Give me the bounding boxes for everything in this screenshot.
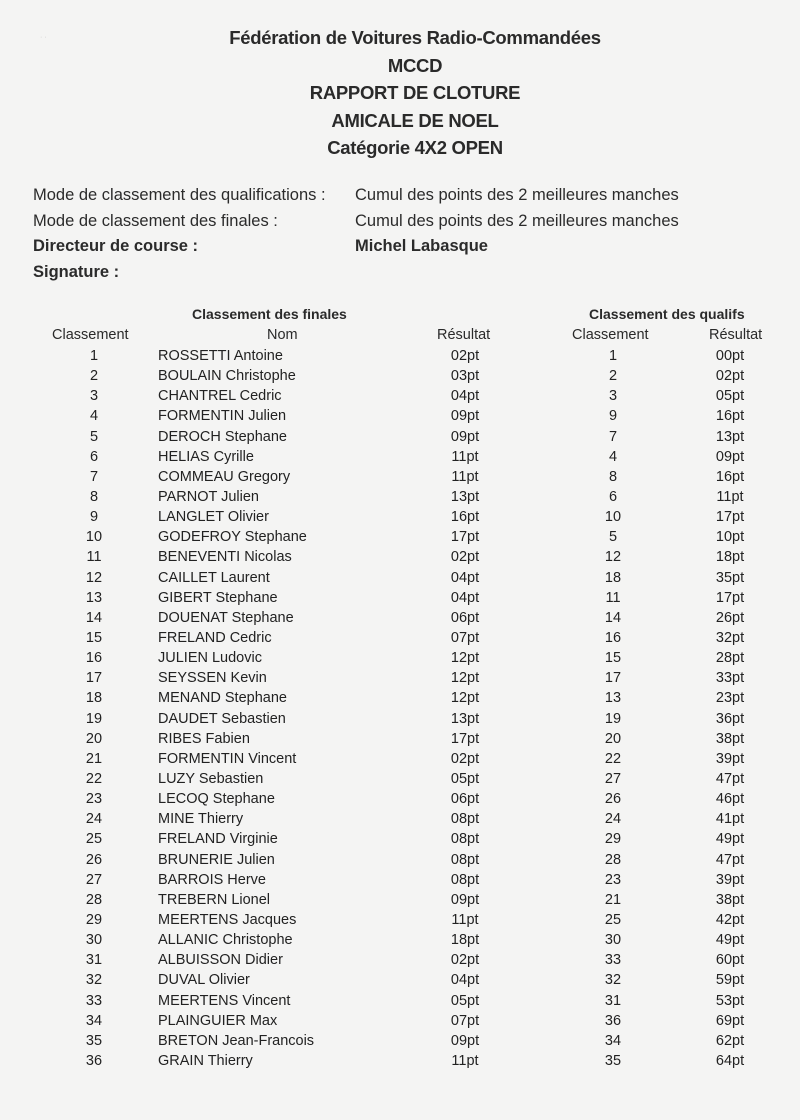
driver-name: BRETON Jean-Francois xyxy=(158,1032,315,1049)
qualif-rank: 20 xyxy=(604,730,622,747)
qualif-rank: 2 xyxy=(608,368,618,385)
driver-name: LECOQ Stephane xyxy=(158,791,275,808)
final-rank: 20 xyxy=(85,730,103,747)
race-info xyxy=(33,183,679,285)
driver-name: PARNOT Julien xyxy=(158,488,259,505)
qualif-rank: 7 xyxy=(608,428,618,445)
final-result: 09pt xyxy=(450,428,480,445)
final-result: 11pt xyxy=(451,911,479,928)
table-row xyxy=(0,910,800,930)
final-result: 06pt xyxy=(450,791,480,808)
final-result: 07pt xyxy=(450,1012,480,1029)
final-result: 11pt xyxy=(451,448,479,465)
final-result: 09pt xyxy=(450,408,480,425)
qualif-rank: 23 xyxy=(604,871,622,888)
director-row xyxy=(33,234,679,260)
qualif-rank: 9 xyxy=(608,408,618,425)
final-rank: 9 xyxy=(89,509,99,526)
driver-name: DAUDET Sebastien xyxy=(158,710,286,727)
final-rank: 22 xyxy=(85,770,103,787)
federation-title: Fédération de Voitures Radio-Commandées xyxy=(229,27,601,48)
final-result: 05pt xyxy=(450,770,480,787)
qualif-rank: 31 xyxy=(604,992,622,1009)
event-name: AMICALE DE NOEL xyxy=(331,109,499,131)
qualif-mode-value: Cumul des points des 2 meilleures manches xyxy=(355,186,679,205)
table-row xyxy=(0,668,800,688)
qualifs-section-title: Classement des qualifs xyxy=(589,306,745,322)
final-result: 13pt xyxy=(450,488,480,505)
driver-name: DOUENAT Stephane xyxy=(158,609,294,626)
driver-name: MEERTENS Jacques xyxy=(158,911,297,928)
table-row xyxy=(0,487,800,507)
final-result: 08pt xyxy=(450,811,480,828)
final-result: 02pt xyxy=(450,549,480,566)
qualif-rank: 16 xyxy=(604,629,622,646)
final-rank: 4 xyxy=(89,408,99,425)
final-rank: 36 xyxy=(85,1052,103,1069)
table-row xyxy=(0,547,800,567)
qualif-rank: 24 xyxy=(604,811,622,828)
final-result: 04pt xyxy=(450,388,480,405)
qualif-result: 10pt xyxy=(715,529,745,546)
driver-name: BENEVENTI Nicolas xyxy=(158,549,292,566)
final-result: 12pt xyxy=(450,670,480,687)
table-row xyxy=(0,870,800,890)
final-result: 11pt xyxy=(451,1052,479,1069)
final-result: 04pt xyxy=(450,569,480,586)
table-row xyxy=(0,809,800,829)
signature-label: Signature : xyxy=(33,262,120,281)
driver-name: FRELAND Cedric xyxy=(158,629,272,646)
qualif-mode-label: Mode de classement des qualifications : xyxy=(33,186,326,205)
table-row xyxy=(0,568,800,588)
table-row xyxy=(0,1011,800,1031)
table-row xyxy=(0,427,800,447)
final-rank: 18 xyxy=(85,690,103,707)
final-result: 12pt xyxy=(450,650,480,667)
signature-row xyxy=(33,260,679,286)
director-value: Michel Labasque xyxy=(355,237,488,256)
qualif-result: 60pt xyxy=(715,952,745,969)
final-result: 04pt xyxy=(450,589,480,606)
qualif-rank: 5 xyxy=(608,529,618,546)
driver-name: GODEFROY Stephane xyxy=(158,529,307,546)
table-row xyxy=(0,970,800,990)
driver-name: MENAND Stephane xyxy=(158,690,287,707)
qualif-result: 41pt xyxy=(715,811,745,828)
table-row xyxy=(0,749,800,769)
final-result: 09pt xyxy=(450,891,480,908)
finals-rank-header: Classement xyxy=(52,327,129,343)
final-result: 08pt xyxy=(450,871,480,888)
driver-name: MINE Thierry xyxy=(158,811,244,828)
finals-name-header: Nom xyxy=(267,327,298,343)
table-row xyxy=(0,346,800,366)
qualif-result: 13pt xyxy=(715,428,745,445)
final-rank: 5 xyxy=(89,428,99,445)
table-row xyxy=(0,729,800,749)
driver-name: DUVAL Olivier xyxy=(158,972,250,989)
table-row xyxy=(0,386,800,406)
scan-artifact: · · xyxy=(40,34,47,41)
qualif-result: 28pt xyxy=(715,650,745,667)
qualif-result: 59pt xyxy=(715,972,745,989)
table-row xyxy=(0,467,800,487)
driver-name: BOULAIN Christophe xyxy=(158,368,296,385)
final-result: 02pt xyxy=(450,348,480,364)
qualif-rank: 34 xyxy=(604,1032,622,1049)
final-result: 16pt xyxy=(450,509,480,526)
qualif-rank: 21 xyxy=(604,891,622,908)
final-result: 12pt xyxy=(450,690,480,707)
qualif-result: 17pt xyxy=(715,509,745,526)
final-rank: 19 xyxy=(85,710,103,727)
finals-result-header: Résultat xyxy=(437,327,491,343)
qualif-result: 38pt xyxy=(715,891,745,908)
driver-name: DEROCH Stephane xyxy=(158,428,287,445)
qualif-rank: 27 xyxy=(604,770,622,787)
final-result: 17pt xyxy=(450,730,480,747)
qualif-result: 69pt xyxy=(715,1012,745,1029)
table-row xyxy=(0,829,800,849)
qualif-mode-row xyxy=(33,183,679,209)
final-rank: 3 xyxy=(89,388,99,405)
final-result: 17pt xyxy=(450,529,480,546)
final-result: 04pt xyxy=(450,972,480,989)
table-row xyxy=(0,850,800,870)
driver-name: JULIEN Ludovic xyxy=(158,650,262,667)
qualif-result: 49pt xyxy=(715,932,745,949)
final-mode-row xyxy=(33,209,679,235)
final-rank: 10 xyxy=(85,529,103,546)
driver-name: TREBERN Lionel xyxy=(158,891,271,908)
final-rank: 21 xyxy=(85,750,103,767)
qualif-rank: 6 xyxy=(608,488,618,505)
final-result: 18pt xyxy=(450,932,480,949)
qualif-result: 35pt xyxy=(715,569,745,586)
final-rank: 14 xyxy=(85,609,103,626)
qualif-result: 09pt xyxy=(715,448,745,465)
table-row xyxy=(0,789,800,809)
qualif-rank: 30 xyxy=(604,932,622,949)
driver-name: FORMENTIN Vincent xyxy=(158,750,297,767)
driver-name: MEERTENS Vincent xyxy=(158,992,291,1009)
finals-section-title: Classement des finales xyxy=(192,306,347,322)
qualif-rank: 19 xyxy=(604,710,622,727)
qualif-result: 47pt xyxy=(715,851,745,868)
qualif-result: 39pt xyxy=(715,750,745,767)
report-title: RAPPORT DE CLOTURE xyxy=(309,82,521,103)
final-result: 11pt xyxy=(451,468,479,485)
final-rank: 2 xyxy=(89,368,99,385)
driver-name: RIBES Fabien xyxy=(158,730,250,747)
qualif-result: 02pt xyxy=(715,368,745,385)
table-row xyxy=(0,930,800,950)
final-rank: 1 xyxy=(89,348,99,364)
qualif-result: 16pt xyxy=(715,468,745,485)
qualif-result: 33pt xyxy=(715,670,745,687)
driver-name: COMMEAU Gregory xyxy=(158,468,291,485)
qualif-rank: 8 xyxy=(608,468,618,485)
final-rank: 17 xyxy=(85,670,103,687)
driver-name: CHANTREL Cedric xyxy=(158,388,282,405)
table-row xyxy=(0,366,800,386)
table-row xyxy=(0,709,800,729)
qualif-result: 11pt xyxy=(716,488,744,505)
qualif-rank: 3 xyxy=(608,388,618,405)
table-row xyxy=(0,527,800,547)
final-result: 02pt xyxy=(450,750,480,767)
driver-name: ALLANIC Christophe xyxy=(158,932,293,949)
qualif-rank: 28 xyxy=(604,851,622,868)
qualif-rank: 14 xyxy=(604,609,622,626)
table-row xyxy=(0,608,800,628)
table-row xyxy=(0,648,800,668)
qualif-result: 53pt xyxy=(715,992,745,1009)
qualif-rank: 10 xyxy=(604,509,622,526)
qualif-rank: 15 xyxy=(604,650,622,667)
qualif-rank: 12 xyxy=(604,549,622,566)
final-rank: 30 xyxy=(85,932,103,949)
driver-name: BRUNERIE Julien xyxy=(158,851,275,868)
qualif-rank: 4 xyxy=(608,448,618,465)
final-mode-value: Cumul des points des 2 meilleures manches xyxy=(355,211,679,230)
final-rank: 7 xyxy=(89,468,99,485)
qualifs-rank-header: Classement xyxy=(572,327,649,343)
final-rank: 27 xyxy=(85,871,103,888)
driver-name: LANGLET Olivier xyxy=(158,509,269,526)
qualif-result: 18pt xyxy=(715,549,745,566)
qualif-result: 26pt xyxy=(715,609,745,626)
driver-name: FRELAND Virginie xyxy=(158,831,278,848)
results-table xyxy=(0,346,800,1071)
table-row xyxy=(0,688,800,708)
final-rank: 11 xyxy=(86,549,102,566)
final-rank: 15 xyxy=(85,629,103,646)
final-result: 07pt xyxy=(450,629,480,646)
qualif-rank: 36 xyxy=(604,1012,622,1029)
driver-name: LUZY Sebastien xyxy=(158,770,264,787)
qualif-rank: 33 xyxy=(604,952,622,969)
table-row xyxy=(0,628,800,648)
table-row xyxy=(0,507,800,527)
final-result: 05pt xyxy=(450,992,480,1009)
final-rank: 25 xyxy=(85,831,103,848)
report-header xyxy=(0,24,800,162)
table-row xyxy=(0,890,800,910)
category-name: Catégorie 4X2 OPEN xyxy=(327,137,503,158)
final-mode-label: Mode de classement des finales : xyxy=(33,211,278,230)
final-result: 06pt xyxy=(450,609,480,626)
qualif-result: 39pt xyxy=(715,871,745,888)
director-label: Directeur de course : xyxy=(33,237,199,256)
driver-name: GRAIN Thierry xyxy=(158,1052,253,1069)
driver-name: SEYSSEN Kevin xyxy=(158,670,267,687)
qualif-result: 32pt xyxy=(715,629,745,646)
qualif-result: 00pt xyxy=(715,348,745,364)
qualif-result: 46pt xyxy=(715,791,745,808)
final-rank: 23 xyxy=(85,791,103,808)
final-rank: 8 xyxy=(89,488,99,505)
qualif-result: 42pt xyxy=(715,911,745,928)
final-rank: 31 xyxy=(85,952,103,969)
qualif-rank: 29 xyxy=(604,831,622,848)
club-name: MCCD xyxy=(387,54,443,76)
qualif-rank: 11 xyxy=(605,589,621,606)
qualif-result: 16pt xyxy=(715,408,745,425)
driver-name: PLAINGUIER Max xyxy=(158,1012,278,1029)
table-row xyxy=(0,950,800,970)
final-rank: 28 xyxy=(85,891,103,908)
driver-name: HELIAS Cyrille xyxy=(158,448,254,465)
qualif-rank: 22 xyxy=(604,750,622,767)
driver-name: FORMENTIN Julien xyxy=(158,408,287,425)
final-result: 09pt xyxy=(450,1032,480,1049)
final-result: 08pt xyxy=(450,831,480,848)
final-rank: 32 xyxy=(85,972,103,989)
final-result: 08pt xyxy=(450,851,480,868)
qualif-result: 17pt xyxy=(715,589,745,606)
qualif-rank: 13 xyxy=(604,690,622,707)
driver-name: ROSSETTI Antoine xyxy=(158,348,283,364)
qualif-rank: 1 xyxy=(608,348,618,364)
final-rank: 13 xyxy=(85,589,103,606)
table-row xyxy=(0,991,800,1011)
qualif-rank: 32 xyxy=(604,972,622,989)
qualif-result: 36pt xyxy=(715,710,745,727)
final-result: 03pt xyxy=(450,368,480,385)
final-rank: 12 xyxy=(85,569,103,586)
final-rank: 29 xyxy=(85,911,103,928)
final-rank: 16 xyxy=(85,650,103,667)
final-rank: 33 xyxy=(85,992,103,1009)
qualif-result: 38pt xyxy=(715,730,745,747)
table-row xyxy=(0,406,800,426)
qualif-result: 47pt xyxy=(715,770,745,787)
final-result: 13pt xyxy=(450,710,480,727)
driver-name: ALBUISSON Didier xyxy=(158,952,283,969)
final-result: 02pt xyxy=(450,952,480,969)
qualifs-result-header: Résultat xyxy=(709,327,763,343)
final-rank: 6 xyxy=(89,448,99,465)
qualif-result: 23pt xyxy=(715,690,745,707)
qualif-rank: 26 xyxy=(604,791,622,808)
qualif-rank: 17 xyxy=(604,670,622,687)
driver-name: BARROIS Herve xyxy=(158,871,266,888)
qualif-result: 05pt xyxy=(715,388,745,405)
driver-name: CAILLET Laurent xyxy=(158,569,270,586)
driver-name: GIBERT Stephane xyxy=(158,589,278,606)
final-rank: 35 xyxy=(85,1032,103,1049)
qualif-result: 64pt xyxy=(715,1052,745,1069)
qualif-result: 49pt xyxy=(715,831,745,848)
qualif-rank: 35 xyxy=(604,1052,622,1069)
table-row xyxy=(0,1051,800,1071)
final-rank: 26 xyxy=(85,851,103,868)
qualif-result: 62pt xyxy=(715,1032,745,1049)
table-row xyxy=(0,447,800,467)
final-rank: 34 xyxy=(85,1012,103,1029)
table-row xyxy=(0,1031,800,1051)
table-row xyxy=(0,769,800,789)
final-rank: 24 xyxy=(85,811,103,828)
qualif-rank: 18 xyxy=(604,569,622,586)
qualif-rank: 25 xyxy=(604,911,622,928)
table-row xyxy=(0,588,800,608)
